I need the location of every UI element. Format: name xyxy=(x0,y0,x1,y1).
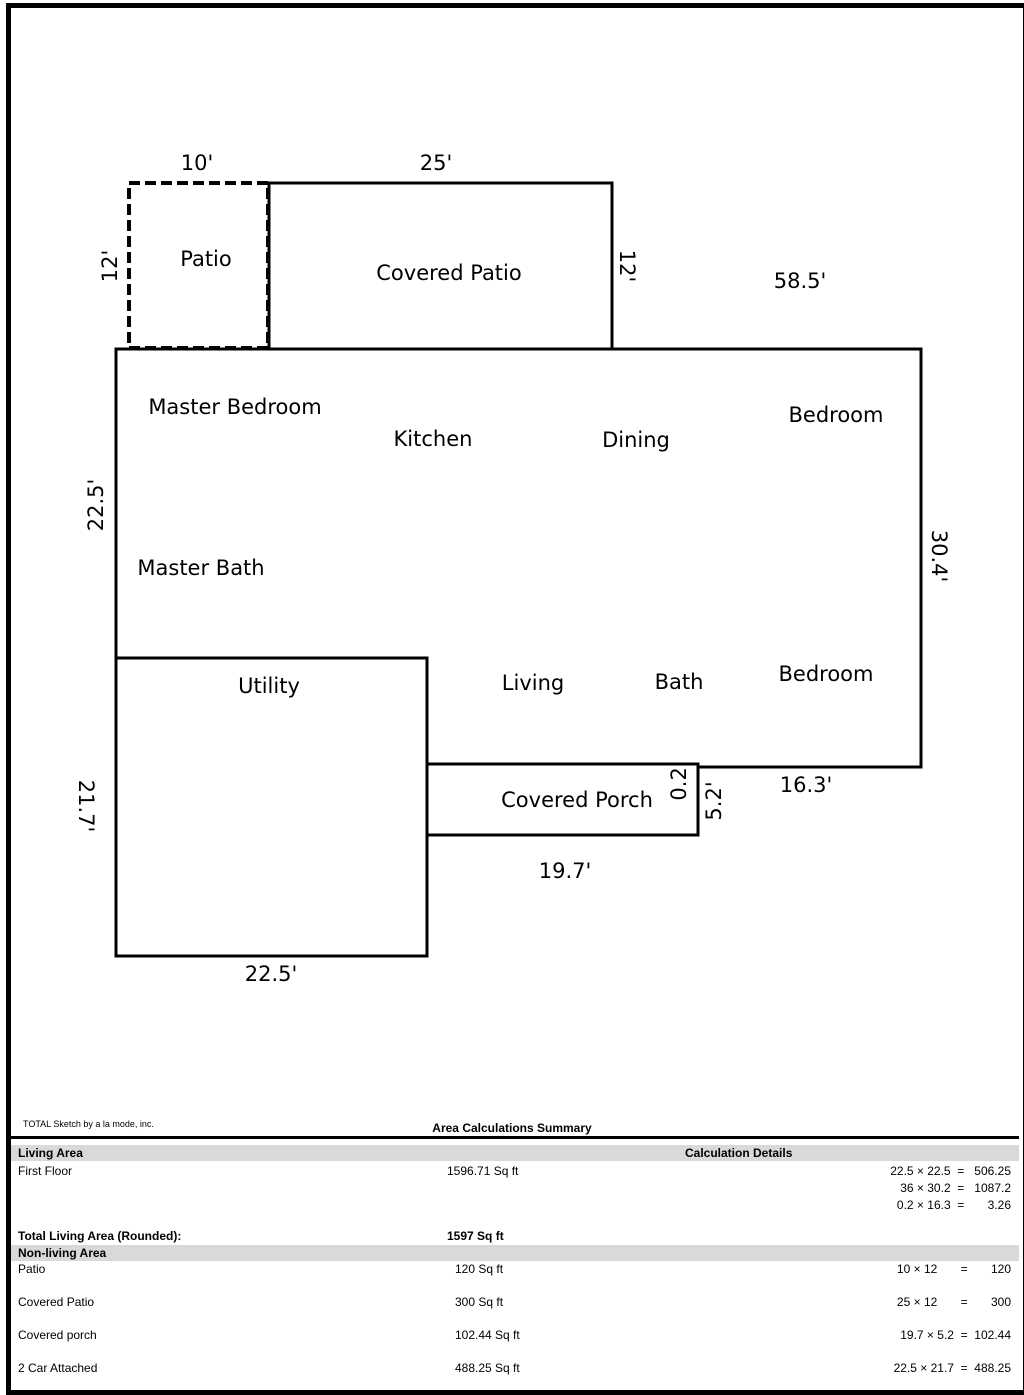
non-living-band xyxy=(11,1245,1019,1261)
first-floor-calc-2: 36 × 30.2 = 1087.2 xyxy=(900,1181,1011,1195)
first-floor-value: 1596.71 Sq ft xyxy=(447,1164,519,1178)
living-area-header: Living Area xyxy=(18,1146,83,1160)
non-living-row-label: Patio xyxy=(18,1262,46,1276)
dimension-house-width: 58.5' xyxy=(773,269,827,293)
dimension-utility-width: 22.5' xyxy=(244,962,298,986)
non-living-row-label: Covered porch xyxy=(18,1328,97,1342)
non-living-row-value: 120 Sq ft xyxy=(455,1262,504,1276)
room-label-patio: Patio xyxy=(180,247,232,271)
dimension-house-right: 30.4' xyxy=(927,529,951,583)
room-label-dining: Dining xyxy=(602,428,670,452)
non-living-row-value: 488.25 Sq ft xyxy=(455,1361,520,1375)
non-living-row-calc: 22.5 × 21.7 = 488.25 xyxy=(893,1361,1011,1375)
area-summary-table xyxy=(11,1136,1019,1389)
first-floor-label: First Floor xyxy=(18,1164,72,1178)
non-living-row-value: 300 Sq ft xyxy=(455,1295,504,1309)
calculation-details-header: Calculation Details xyxy=(685,1146,793,1160)
summary-title: Area Calculations Summary xyxy=(432,1121,592,1135)
room-label-master-bath: Master Bath xyxy=(137,556,265,580)
non-living-header: Non-living Area xyxy=(18,1246,107,1260)
room-label-bedroom-bottom: Bedroom xyxy=(778,662,874,686)
dimension-porch-step: 0.2' xyxy=(667,761,691,801)
room-label-utility: Utility xyxy=(238,674,300,698)
non-living-row-calc: 19.7 × 5.2 = 102.44 xyxy=(900,1328,1011,1342)
room-label-covered-porch: Covered Porch xyxy=(501,788,653,812)
sketch-credit: TOTAL Sketch by a la mode, inc. xyxy=(23,1119,154,1129)
room-label-living: Living xyxy=(501,671,565,695)
room-label-master-bedroom: Master Bedroom xyxy=(148,395,322,419)
dimension-covered-patio-height: 12' xyxy=(615,249,639,283)
total-living-value: 1597 Sq ft xyxy=(447,1229,504,1243)
dimension-patio-width: 10' xyxy=(180,151,214,175)
non-living-row-label: 2 Car Attached xyxy=(18,1361,98,1375)
dimension-porch-width: 19.7' xyxy=(538,859,592,883)
dimension-bedroom-width: 16.3' xyxy=(779,773,833,797)
total-living-label: Total Living Area (Rounded): xyxy=(18,1229,182,1243)
room-label-bath: Bath xyxy=(654,670,704,694)
first-floor-calc-3: 0.2 × 16.3 = 3.26 xyxy=(896,1198,1011,1212)
dimension-covered-patio-width: 25' xyxy=(419,151,453,175)
living-area-band xyxy=(11,1145,1019,1161)
room-label-bedroom-top: Bedroom xyxy=(788,403,884,427)
dimension-patio-height: 12' xyxy=(98,249,122,283)
dimension-house-left: 22.5' xyxy=(84,478,108,532)
non-living-row-calc: 25 × 12 = 300 xyxy=(896,1295,1011,1309)
room-label-covered-patio: Covered Patio xyxy=(376,261,522,285)
utility-outline xyxy=(116,658,427,956)
non-living-row-value: 102.44 Sq ft xyxy=(455,1328,520,1342)
dimension-porch-height: 5.2' xyxy=(702,781,726,821)
non-living-row-label: Covered Patio xyxy=(18,1295,95,1309)
non-living-row-calc: 10 × 12 = 120 xyxy=(896,1262,1011,1276)
dimension-utility-height: 21.7' xyxy=(74,779,98,833)
first-floor-calc-1: 22.5 × 22.5 = 506.25 xyxy=(890,1164,1011,1178)
room-label-kitchen: Kitchen xyxy=(393,427,473,451)
